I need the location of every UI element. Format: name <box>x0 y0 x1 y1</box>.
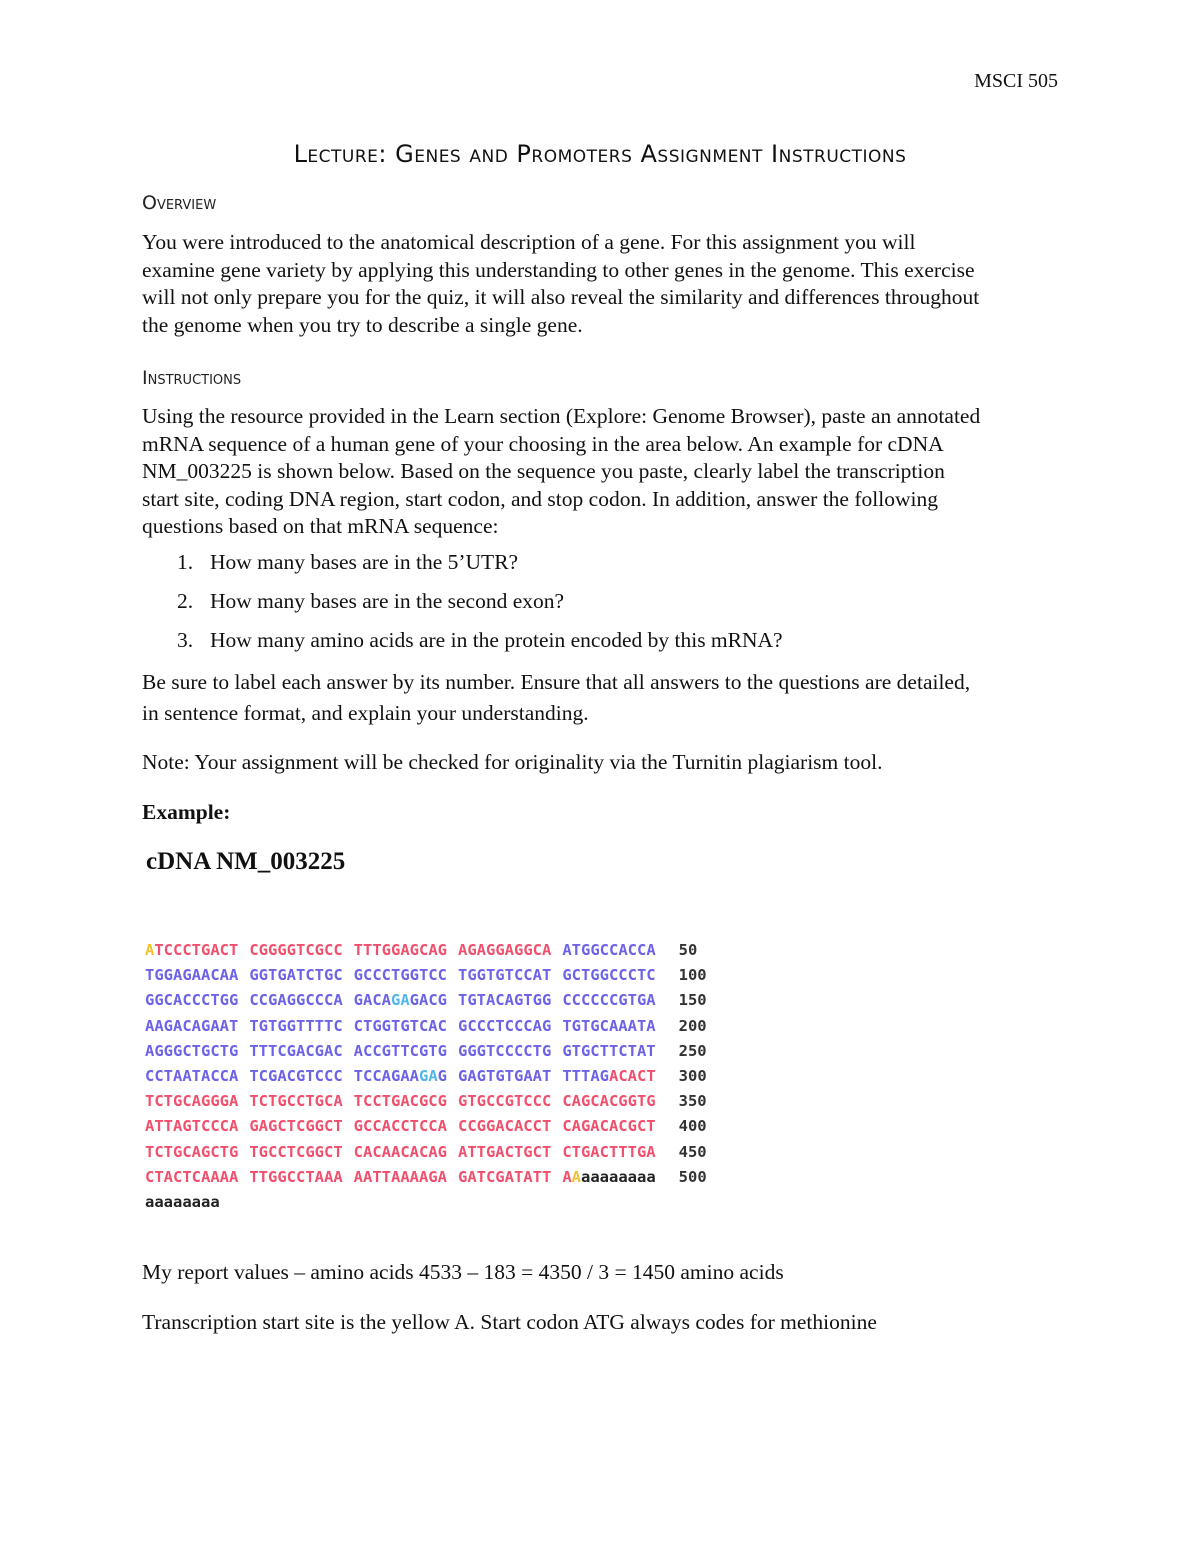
instructions-line: Using the resource provided in the Learn section (Explore: Genome Browser), paste an annotated <box>142 404 981 428</box>
sequence-segment-red: ATTAGTCCCA <box>145 1117 239 1136</box>
sequence-row <box>145 1165 707 1190</box>
sequence-group <box>145 1114 238 1139</box>
course-code: MSCI 505 <box>974 70 1058 92</box>
sequence-segment-red: AATTAAAAGA <box>353 1167 447 1186</box>
sequence-position-number: 100 <box>678 966 707 985</box>
sequence-segment-cyan: GA <box>390 991 410 1010</box>
sequence-group <box>145 963 238 988</box>
instructions-line: mRNA sequence of a human gene of your choosing in the area below. An example for cDNA <box>142 431 944 456</box>
sequence-segment-black: aaaaaaaa <box>581 1167 656 1186</box>
questions-list <box>142 550 783 667</box>
sequence-group <box>249 963 342 988</box>
sequence-group <box>249 1039 342 1064</box>
sequence-segment-blue: GGGTCCCCTG <box>457 1041 552 1060</box>
question-item <box>142 589 783 628</box>
sequence-segment-red: TTTGGAGCAG <box>353 941 447 959</box>
sequence-group <box>354 1014 447 1039</box>
sequence-group <box>458 1064 551 1089</box>
sequence-segment-red: TTGGCCTAAA <box>249 1167 343 1186</box>
sequence-segment-blue: GCTGGCCCTC <box>562 966 656 985</box>
sequence-segment-red: TCTGCCTGCA <box>249 1092 343 1111</box>
sequence-position-number: 400 <box>678 1117 707 1136</box>
sequence-segment-red: CGGGGTCGCC <box>249 941 343 959</box>
question-number: 3. <box>177 628 194 652</box>
overview-heading: Overview <box>142 192 217 214</box>
sequence-group <box>562 1140 655 1165</box>
sequence-group <box>562 1089 655 1114</box>
sequence-segment-red: TCCCTGACT <box>154 941 239 959</box>
sequence-group <box>354 938 447 963</box>
sequence-segment-blue: TCGACGTCCC <box>249 1066 343 1085</box>
sequence-position-number: 300 <box>678 1066 707 1085</box>
sequence-group <box>562 963 655 988</box>
sequence-group <box>354 1165 447 1190</box>
sequence-segment-red: CAGCACGGTG <box>562 1092 656 1111</box>
sequence-segment-blue: TGTGCAAATA <box>562 1016 656 1035</box>
sequence-segment-yellow: A <box>571 1167 581 1186</box>
sequence-segment-red: AGAGGAGGCA <box>458 941 552 959</box>
sequence-group <box>145 988 238 1013</box>
sequence-segment-blue: CCGAGGCCCA <box>249 991 343 1010</box>
sequence-row <box>145 988 707 1013</box>
sequence-segment-red: CTACTCAAAA <box>145 1167 239 1186</box>
sequence-segment-blue: TGTACAGTGG <box>457 991 552 1010</box>
sequence-segment-red: TCCTGACGCG <box>353 1092 447 1111</box>
sequence-group <box>145 1039 238 1064</box>
sequence-position-number: 50 <box>678 941 698 959</box>
sequence-segment-red: CTGACTTTGA <box>562 1142 656 1161</box>
sequence-group <box>145 938 238 963</box>
sequence-segment-blue: TTTAG <box>562 1066 609 1085</box>
question-item <box>142 550 783 589</box>
sequence-segment-blue: TGTGGTTTTC <box>249 1016 343 1035</box>
sequence-position-number: 150 <box>678 991 707 1010</box>
sequence-group <box>354 1140 447 1165</box>
sequence-group <box>145 1064 238 1089</box>
sequence-segment-blue: TTTCGACGAC <box>249 1041 343 1060</box>
sequence-group <box>249 1089 342 1114</box>
sequence-segment-red: TCTGCAGGGA <box>145 1092 239 1111</box>
question-text: How many bases are in the second exon? <box>210 589 565 613</box>
sequence-segment-black: aaaaaaaa <box>145 1192 220 1211</box>
sequence-segment-blue: CCCCCCGTGA <box>562 991 656 1010</box>
sequence-segment-blue: GCCCTCCCAG <box>457 1016 552 1035</box>
sequence-segment-red: GCCACCTCCA <box>353 1117 447 1136</box>
sequence-position-number: 200 <box>678 1016 707 1035</box>
sequence-group <box>458 1114 551 1139</box>
sequence-row <box>145 938 707 963</box>
sequence-row <box>145 1140 707 1165</box>
sequence-segment-blue: GGCACCCTGG <box>145 991 239 1010</box>
sequence-group <box>458 1089 551 1114</box>
sequence-group <box>562 1039 655 1064</box>
sequence-row <box>145 1190 707 1215</box>
question-number: 2. <box>177 589 194 613</box>
question-number: 1. <box>177 550 194 574</box>
sequence-segment-blue: TGGAGAACAA <box>145 966 239 985</box>
label-note-line: in sentence format, and explain your understanding. <box>142 701 589 725</box>
plagiarism-note: Note: Your assignment will be checked for originality via the Turnitin plagiarism tool. <box>142 750 883 774</box>
sequence-segment-blue: ACCGTTCGTG <box>353 1041 447 1060</box>
sequence-segment-red: CACAACACAG <box>353 1142 447 1161</box>
sequence-group <box>354 1089 447 1114</box>
sequence-segment-blue: AGGGCTGCTG <box>145 1041 239 1060</box>
sequence-row <box>145 1114 707 1139</box>
overview-line: will not only prepare you for the quiz, it will also reveal the similarity and differences throughout <box>142 285 980 309</box>
sequence-position-number: 500 <box>678 1167 707 1186</box>
sequence-segment-blue: GAGTGTGAAT <box>458 1066 552 1085</box>
sequence-segment-red: CCGGACACCT <box>457 1117 552 1136</box>
sequence-group <box>249 1014 342 1039</box>
sequence-position-number: 450 <box>678 1142 707 1161</box>
sequence-segment-blue: CCTAATACCA <box>145 1066 239 1085</box>
label-note-line: Be sure to label each answer by its number. Ensure that all answers to the questions are detailed, <box>142 670 971 694</box>
sequence-group <box>249 938 342 963</box>
sequence-row <box>145 1014 707 1039</box>
sequence-segment-red: GAGCTCGGCT <box>249 1117 343 1136</box>
sequence-row <box>145 1089 707 1114</box>
sequence-group <box>458 938 551 963</box>
overview-line: the genome when you try to describe a single gene. <box>142 312 583 337</box>
sequence-group <box>249 1064 342 1089</box>
sequence-group <box>562 1064 655 1089</box>
sequence-segment-blue: TCCAGAA <box>353 1066 419 1085</box>
sequence-group <box>145 1190 220 1215</box>
sequence-row <box>145 1039 707 1064</box>
sequence-segment-blue: TGGTGTCCAT <box>457 966 552 985</box>
label-note-paragraph <box>142 667 1067 729</box>
sequence-group <box>145 1089 238 1114</box>
sequence-group <box>458 963 551 988</box>
question-item <box>142 628 783 667</box>
sequence-segment-blue: GTGCTTCTAT <box>562 1041 656 1060</box>
instructions-heading: Instructions <box>142 367 242 389</box>
sequence-segment-blue: ATGGCCACCA <box>562 941 656 959</box>
sequence-segment-red: A <box>562 1167 572 1186</box>
sequence-row <box>145 1064 707 1089</box>
example-label: Example: <box>142 800 231 824</box>
report-values: My report values – amino acids 4533 – 183 = 4350 / 3 = 1450 amino acids <box>142 1260 784 1284</box>
sequence-group <box>562 938 655 963</box>
sequence-segment-red: GTGCCGTCCC <box>457 1092 552 1111</box>
instructions-line: start site, coding DNA region, start codon, and stop codon. In addition, answer the following <box>142 486 938 511</box>
sequence-segment-red: GATCGATATT <box>457 1167 552 1186</box>
sequence-segment-blue: GACG <box>409 991 447 1010</box>
sequence-segment-blue: GGTGATCTGC <box>249 966 343 985</box>
sequence-group <box>354 988 447 1013</box>
sequence-group <box>354 1039 447 1064</box>
instructions-line: questions based on that mRNA sequence: <box>142 514 499 538</box>
sequence-group <box>458 1014 551 1039</box>
question-text: How many amino acids are in the protein encoded by this mRNA? <box>210 628 783 652</box>
overview-line: examine gene variety by applying this understanding to other genes in the genome. This exercise <box>142 257 975 282</box>
sequence-group <box>249 988 342 1013</box>
sequence-group <box>458 1165 551 1190</box>
sequence-group <box>354 963 447 988</box>
sequence-group <box>458 1140 551 1165</box>
sequence-position-number: 350 <box>678 1092 707 1111</box>
sequence-group <box>458 988 551 1013</box>
page-title: Lecture: Genes and Promoters Assignment Instructions <box>293 140 907 168</box>
sequence-segment-red: ATTGACTGCT <box>457 1142 552 1161</box>
sequence-segment-red: CAGACACGCT <box>562 1117 656 1136</box>
sequence-segment-blue: GCCCTGGTCC <box>353 966 447 985</box>
overview-paragraph <box>142 229 1067 339</box>
sequence-group <box>562 1014 655 1039</box>
sequence-segment-yellow: A <box>145 941 155 959</box>
sequence-segment-blue: CTGGTGTCAC <box>353 1016 447 1035</box>
sequence-group <box>458 1039 551 1064</box>
sequence-position-number: 250 <box>678 1041 707 1060</box>
sequence-segment-cyan: GA <box>418 1066 438 1085</box>
instructions-line: NM_003225 is shown below. Based on the sequence you paste, clearly label the transcription <box>142 459 945 483</box>
sequence-group <box>249 1165 342 1190</box>
sequence-group <box>249 1140 342 1165</box>
sequence-group <box>145 1140 238 1165</box>
instructions-paragraph <box>142 403 1067 541</box>
sequence-group <box>354 1114 447 1139</box>
sequence-segment-blue: AAGACAGAAT <box>145 1016 239 1035</box>
overview-line: You were introduced to the anatomical description of a gene. For this assignment you will <box>142 230 916 254</box>
sequence-group <box>145 1014 238 1039</box>
sequence-group <box>562 1114 655 1139</box>
sequence-segment-red: TCTGCAGCTG <box>145 1142 239 1161</box>
sequence-block <box>145 938 707 1215</box>
sequence-segment-blue: G <box>437 1066 447 1085</box>
sequence-segment-red: TGCCTCGGCT <box>249 1142 343 1161</box>
tss-note: Transcription start site is the yellow A. Start codon ATG always codes for methionine <box>142 1310 877 1334</box>
sequence-row <box>145 963 707 988</box>
sequence-group <box>354 1064 447 1089</box>
cdna-title: cDNA NM_003225 <box>146 848 346 875</box>
sequence-group <box>145 1165 238 1190</box>
sequence-segment-red: ACACT <box>609 1066 656 1085</box>
sequence-segment-blue: GACA <box>353 991 391 1010</box>
question-text: How many bases are in the 5’UTR? <box>210 550 519 574</box>
sequence-group <box>562 1165 655 1190</box>
sequence-group <box>562 988 655 1013</box>
sequence-group <box>249 1114 342 1139</box>
